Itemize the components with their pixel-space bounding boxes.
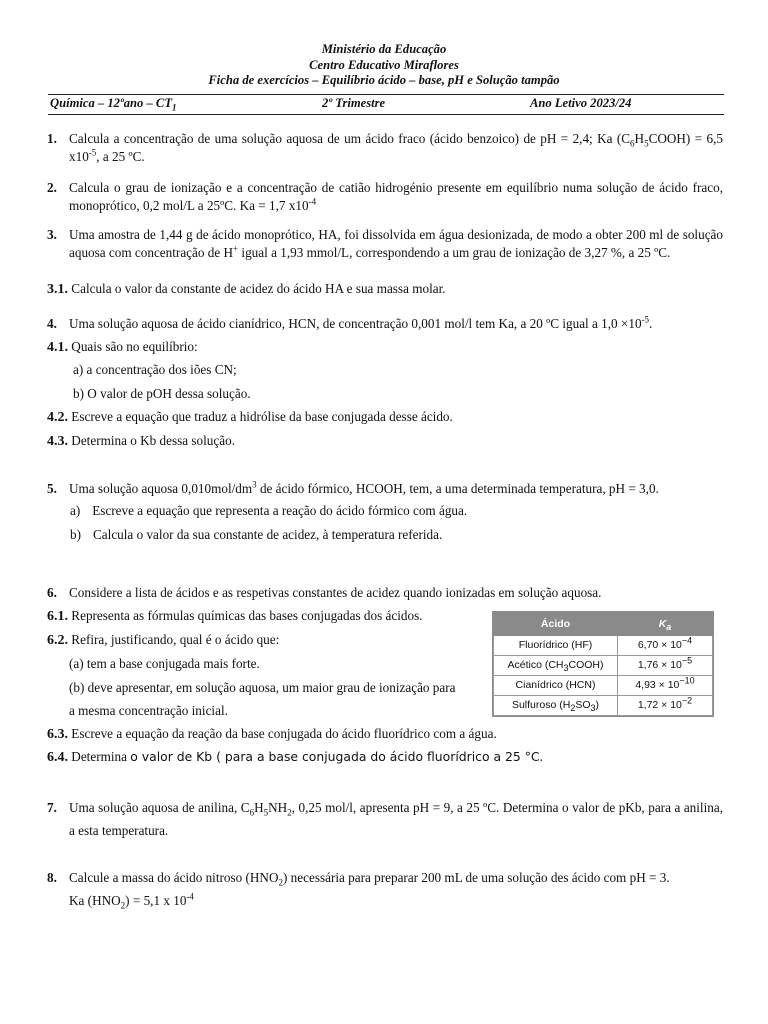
question-6: 6. Considere a lista de ácidos e as respetivas constantes de acidez quando ionizadas em solução aquosa. <box>47 584 723 602</box>
question-4: 4. Uma solução aquosa de ácido cianídrico, HCN, de concentração 0,001 mol/l tem Ka, a 20 ºC igual a $1,0 \times 10^{-5}$. <box>47 315 723 333</box>
acid-name-cell: Fluorídrico (HF) <box>494 636 618 656</box>
subject-label: Química – 12ºano – $CT_1$ <box>50 96 177 113</box>
question-3: 3. Uma amostra de 1,44 g de ácido monoprótico, HA, foi dissolvida em água desionizada, de modo a obter 200 ml de solução aquosa com concentração de H+ igual a 1,93 mmol/L, correspondendo a um grau de ionização de 3,27 %, a 25 ºC. <box>47 227 723 260</box>
question-6-3: 6.3. Escreve a equação da reação da base conjugada do ácido fluorídrico com a água. <box>47 726 497 742</box>
table-header-row <box>494 613 713 636</box>
question-2: 2. Calcula o grau de ionização e a concentração de catião hidrogénio presente em equilíbrio numa solução de ácido fraco, monoprótico, 0,2 mol/L a 25ºC. Ka = 1,7 $x10^{-4}$ <box>47 180 723 213</box>
table-row <box>494 656 713 676</box>
ka-value-cell: $1,76 \times 10^{-5}$ <box>618 656 713 676</box>
question-4-2: 4.2. Escreve a equação que traduz a hidrólise da base conjugada desse ácido. <box>47 409 453 425</box>
question-1: 1. Calcula a concentração de uma solução aquosa de um ácido fraco (ácido benzoico) de pH = 2,4; Ka $(C_6H_5COOH) = 6,5$ $x10^{-5}$, a 25 ºC. <box>47 131 723 164</box>
question-7-text: Uma solução aquosa de anilina, $C_6H_5NH_2$, 0,25 mol/l, apresenta pH = 9, a 25 ºC. Determina o valor de pKb, para a anilina, a esta temperatura. <box>69 800 724 838</box>
question-6-2-b-cont: a mesma concentração inicial. <box>69 703 228 718</box>
question-8: 8. Calcule a massa do ácido nitroso $(HNO_2)$ necessária para preparar 200 mL de uma solução des ácido com pH = 3. Ka $(HNO_2) = 5,1$ x $10^{-4}$ <box>47 866 723 912</box>
ministry-title: Ministério da Educação <box>321 42 447 56</box>
question-5: 5. Uma solução aquosa $0,010mol/dm^3$ de ácido fórmico, HCOOH, tem, a uma determinada temperatura, pH = 3,0. <box>47 480 723 498</box>
question-6-2: 6.2. Refira, justificando, qual é o ácido que: <box>47 632 280 648</box>
question-4-1-a: a) a concentração dos iões CN; <box>73 362 237 377</box>
document-header <box>0 42 768 89</box>
acid-constants-table <box>493 612 713 716</box>
table-row <box>494 696 713 716</box>
question-3-1: 3.1. Calcula o valor da constante de acidez do ácido HA e sua massa molar. <box>47 281 446 297</box>
question-7: 7. Uma solução aquosa de anilina, $C_6H_5NH_2$, 0,25 mol/l, apresenta pH = 9, a 25 ºC. Determina o valor de pKb, para a anilina, a esta temperatura. <box>47 796 723 842</box>
meta-row <box>48 94 724 115</box>
term-label: 2º Trimestre <box>322 96 386 110</box>
question-4-text: Uma solução aquosa de ácido cianídrico, HCN, de concentração 0,001 mol/l tem Ka, a 20 ºC igual a $1,0 \times 10^{-5}$. <box>69 314 653 331</box>
worksheet-title: Ficha de exercícios – Equilíbrio ácido – base, pH e Solução tampão <box>208 73 560 87</box>
question-6-2-a: (a) tem a base conjugada mais forte. <box>69 656 260 671</box>
question-3-text: Uma amostra de 1,44 g de ácido monoprótico, HA, foi dissolvida em água desionizada, de modo a obter 200 ml de solução aquosa com concentração de H+ igual a 1,93 mmol/L, correspondendo a um grau de ionização de 3,27 %, a 25 ºC. <box>69 227 723 260</box>
question-6-1: 6.1. Representa as fórmulas químicas das bases conjugadas dos ácidos. <box>47 608 423 624</box>
question-8-text: Calcule a massa do ácido nitroso $(HNO_2)$ necessária para preparar 200 mL de uma solução des ácido com pH = 3. Ka $(HNO_2) = 5,1$ x $10^{-4}$ <box>69 870 670 911</box>
question-1-text: Calcula a concentração de uma solução aquosa de um ácido fraco (ácido benzoico) de pH = 2,4; Ka $(C_6H_5COOH) = 6,5$ $x10^{-5}$, a 25 ºC. <box>69 131 723 164</box>
table-row <box>494 636 713 656</box>
column-header-ka: $K_a$ <box>618 613 713 636</box>
question-4-1-b: b) O valor de pOH dessa solução. <box>73 386 251 401</box>
question-5-a: a) Escreve a equação que representa a reação do ácido fórmico com água. <box>70 503 468 518</box>
ka-value-cell: $6,70 \times 10^{-4}$ <box>618 636 713 656</box>
question-5-b: b) Calcula o valor da sua constante de acidez, à temperatura referida. <box>70 527 443 542</box>
acid-name-cell: Sulfuroso $(H_2SO_3)$ <box>494 696 618 716</box>
acid-name-cell: Acético $(CH_3COOH)$ <box>494 656 618 676</box>
question-2-text: Calcula o grau de ionização e a concentração de catião hidrogénio presente em equilíbrio numa solução de ácido fraco, monoprótico, 0,2 mol/L a 25ºC. Ka = 1,7 $x10^{-4}$ <box>69 180 723 213</box>
question-4-3: 4.3. Determina o Kb dessa solução. <box>47 433 235 449</box>
question-4-1: 4.1. Quais são no equilíbrio: <box>47 339 198 355</box>
column-header-acid: Ácido <box>494 613 618 636</box>
question-6-2-b: (b) deve apresentar, em solução aquosa, um maior grau de ionização para <box>69 680 456 695</box>
question-6-text: Considere a lista de ácidos e as respetivas constantes de acidez quando ionizadas em solução aquosa. <box>69 585 602 600</box>
school-year-label: Ano Letivo 2023/24 <box>530 96 632 110</box>
ka-value-cell: $4,93 \times 10^{-10}$ <box>618 676 713 696</box>
school-name: Centro Educativo Miraflores <box>309 57 459 72</box>
acid-name-cell: Cianídrico (HCN) <box>494 676 618 696</box>
question-5-text: Uma solução aquosa $0,010mol/dm^3$ de ácido fórmico, HCOOH, tem, a uma determinada temperatura, pH = 3,0. <box>69 479 659 496</box>
table-row <box>494 676 713 696</box>
ka-value-cell: $1,72 \times 10^{-2}$ <box>618 696 713 716</box>
question-6-4: 6.4. Determina o valor de Kb ( para a base conjugada do ácido fluorídrico a 25 °C. <box>47 749 543 765</box>
